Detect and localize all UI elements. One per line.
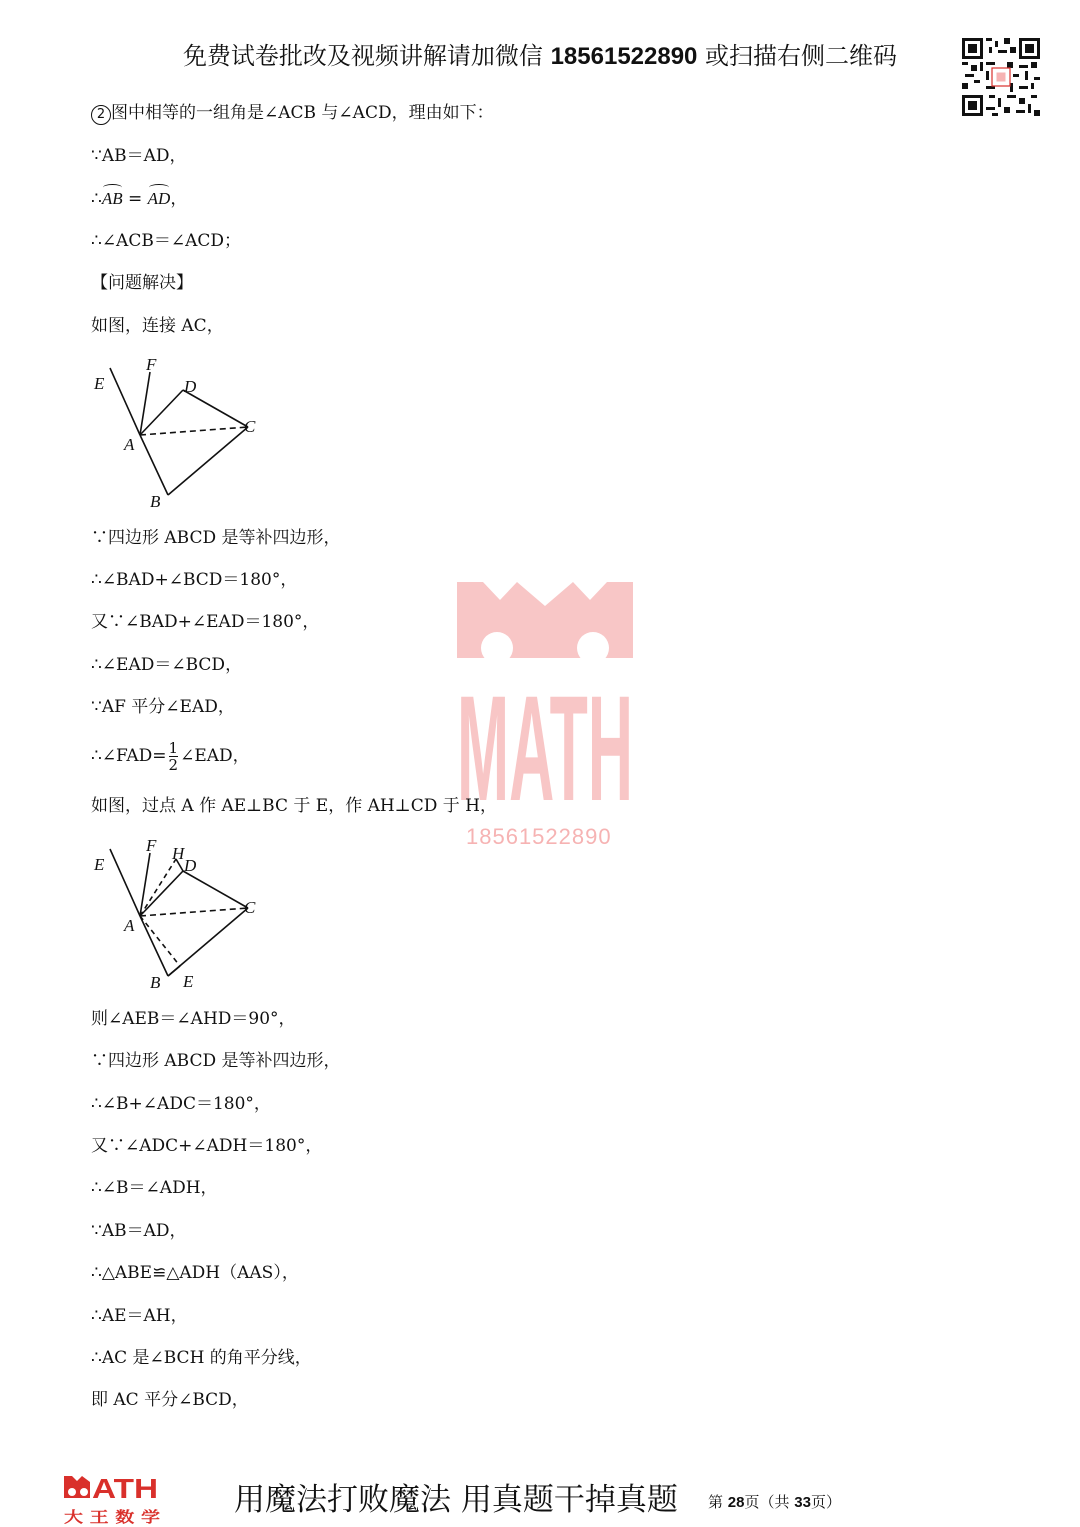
proof-line: ∵四边形 ABCD 是等补四边形， — [91, 528, 341, 548]
line-text: ∴∠FAD= — [91, 746, 167, 766]
fraction-denominator: 2 — [168, 756, 179, 774]
label-f: F — [146, 355, 157, 374]
page-suffix: 页） — [810, 1493, 841, 1511]
watermark-math-text: MATH — [457, 664, 633, 808]
label-a: A — [124, 916, 135, 935]
fraction — [169, 740, 179, 773]
arc-ad: AD — [147, 189, 171, 208]
proof-line: 即 AC 平分∠BCD， — [91, 1390, 249, 1410]
proof-line: ∴∠ACB＝∠ACD； — [91, 231, 241, 251]
logo-top-text: ATH — [92, 1473, 158, 1504]
brand-logo — [62, 1470, 162, 1526]
proof-line: ∴∠BAD+∠BCD＝180°， — [91, 570, 298, 590]
header-phone: 18561522890 — [550, 43, 698, 70]
proof-line: ∴AE＝AH， — [91, 1306, 188, 1326]
proof-line: ∵AF 平分∠EAD， — [91, 697, 235, 717]
page-mid: 页（共 — [744, 1493, 795, 1511]
circled-number: 2 — [91, 105, 111, 125]
label-e: E — [94, 374, 105, 393]
proof-line: ∴AC 是∠BCH 的角平分线， — [91, 1348, 312, 1368]
label-e2: E — [183, 972, 194, 991]
proof-line — [91, 102, 494, 125]
line-text: ∴ — [91, 189, 102, 209]
arc-ab: AB — [101, 189, 123, 208]
math-watermark-logo — [455, 578, 635, 808]
proof-line: 如图，连接 AC， — [91, 316, 224, 336]
label-b: B — [150, 492, 161, 511]
proof-line: 又∵∠BAD+∠EAD＝180°， — [91, 612, 320, 632]
proof-line: ∵四边形 ABCD 是等补四边形， — [91, 1051, 341, 1071]
proof-line: 则∠AEB＝∠AHD＝90°， — [91, 1009, 296, 1029]
page-total: 33 — [794, 1494, 811, 1511]
proof-line: ∴∠B＝∠ADH， — [91, 1178, 218, 1198]
proof-line: ∵AB＝AD， — [91, 1221, 187, 1241]
watermark-phone: 18561522890 — [466, 824, 612, 849]
page-header — [0, 36, 1080, 71]
label-h: H — [172, 844, 185, 863]
footer-slogan: 用魔法打败魔法 用真题干掉真题 — [234, 1482, 678, 1518]
label-c: C — [244, 417, 256, 436]
line-text: ∠EAD， — [180, 746, 250, 766]
geometry-figure-2 — [88, 831, 268, 996]
line-text: ， — [170, 189, 188, 209]
page-prefix: 第 — [708, 1493, 728, 1511]
proof-line — [91, 188, 187, 210]
label-e: E — [94, 855, 105, 874]
proof-line: ∵AB＝AD， — [91, 146, 187, 166]
proof-line: 又∵∠ADC+∠ADH＝180°， — [91, 1136, 323, 1156]
page-current: 28 — [727, 1494, 745, 1511]
header-text-after: 或扫描右侧二维码 — [697, 42, 898, 70]
logo-bottom-text: 大 王 数 学 — [64, 1508, 160, 1526]
label-f: F — [146, 836, 157, 855]
fraction-numerator: 1 — [168, 739, 179, 757]
label-d: D — [184, 856, 197, 875]
line-text: 图中相等的一组角是∠ACB 与∠ACD，理由如下： — [111, 103, 494, 123]
proof-line: ∴∠EAD＝∠BCD， — [91, 655, 243, 675]
proof-line: ∴△ABE≌△ADH（AAS）， — [91, 1263, 299, 1283]
label-c: C — [244, 898, 256, 917]
qr-code-icon[interactable] — [962, 38, 1040, 116]
proof-line — [91, 740, 250, 773]
page-number — [708, 1491, 841, 1512]
proof-line: 如图，过点 A 作 AE⊥BC 于 E，作 AH⊥CD 于 H， — [91, 796, 497, 816]
label-a: A — [124, 435, 135, 454]
label-d: D — [184, 377, 197, 396]
section-heading: 【问题解决】 — [91, 273, 193, 293]
geometry-figure-1 — [88, 350, 268, 515]
label-b: B — [150, 973, 161, 992]
header-text: 免费试卷批改及视频讲解请加微信 — [182, 42, 551, 70]
proof-line: ∴∠B+∠ADC＝180°， — [91, 1094, 271, 1114]
line-text: = — [122, 189, 148, 209]
